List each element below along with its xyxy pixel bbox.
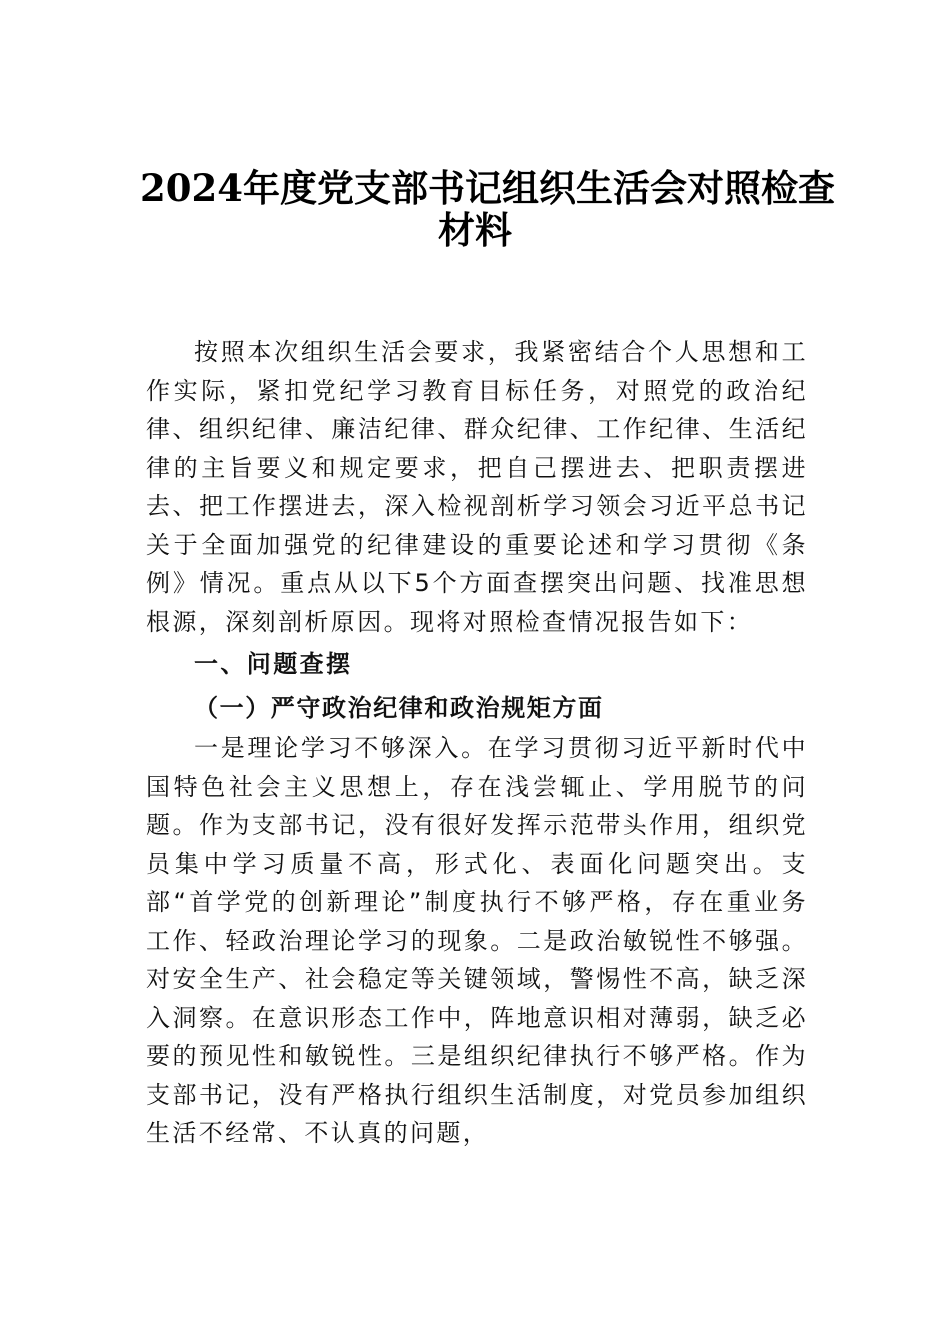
- intro-paragraph: 按照本次组织生活会要求，我紧密结合个人思想和工作实际，紧扣党纪学习教育目标任务，对照党的政治纪律、组织纪律、廉洁纪律、群众纪律、工作纪律、生活纪律的主旨要义和规定要求，把自己摆进去、把职责摆进去、把工作摆进去，深入检视剖析学习领会习近平总书记关于全面加强党的纪律建设的重要论述和学习贯彻《条例》情况。重点从以下5个方面查摆突出问题、找准思想根源，深刻剖析原因。现将对照检查情况报告如下：: [146, 338, 808, 636]
- subsection-heading: （一）严守政治纪律和政治规矩方面: [194, 693, 604, 722]
- document-title-line1: 2024年度党支部书记组织生活会对照检查: [140, 166, 835, 210]
- document-title-line2: 材料: [438, 208, 512, 252]
- subsection-paragraph: 一是理论学习不够深入。在学习贯彻习近平新时代中国特色社会主义思想上，存在浅尝辄止、学用脱节的问题。作为支部书记，没有很好发挥示范带头作用，组织党员集中学习质量不高，形式化、表面化问题突出。支部“首学党的创新理论”制度执行不够严格，存在重业务工作、轻政治理论学习的现象。二是政治敏锐性不够强。对安全生产、社会稳定等关键领域，警惕性不高，缺乏深入洞察。在意识形态工作中，阵地意识相对薄弱，缺乏必要的预见性和敏锐性。三是组织纪律执行不够严格。作为支部书记，没有严格执行组织生活制度，对党员参加组织生活不经常、不认真的问题，: [146, 734, 808, 1147]
- section-heading: 一、问题查摆: [194, 650, 353, 678]
- document-body: [146, 333, 808, 1153]
